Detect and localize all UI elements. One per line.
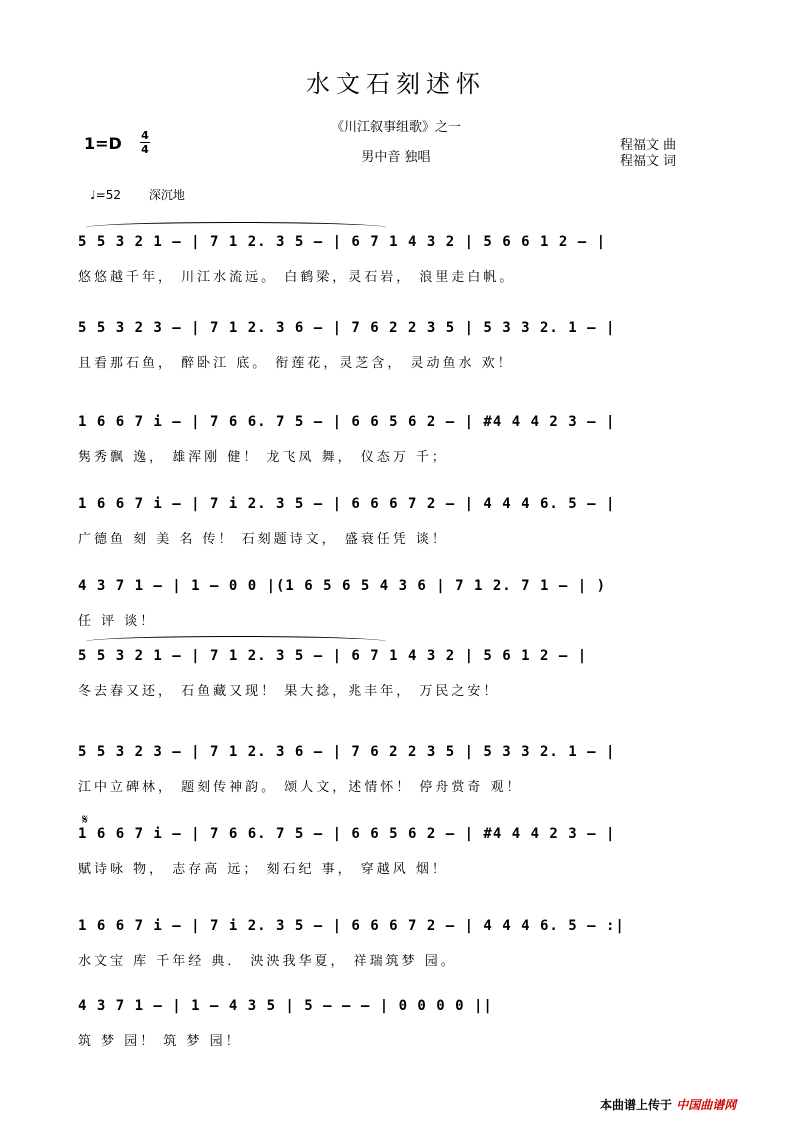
tempo-value: ♩=52: [90, 188, 121, 202]
notation-line: 1 6 6 7 i – | 7 i 2. 3 5 – | 6 6 6 7 2 – | 4 4 4 6. 5 – |: [78, 496, 616, 512]
lyric-line: 冬去春又还， 石鱼藏又现！ 果大捻，兆丰年， 万民之安！: [78, 684, 500, 699]
key-signature: 1=D: [84, 134, 122, 153]
notation-line: 1 6 6 7 i – | 7 6 6. 7 5 – | 6 6 5 6 2 – | #4 4 4 2 3 – |: [78, 414, 616, 430]
voice-type: 男中音 独唱: [361, 150, 431, 165]
footer: [600, 1096, 736, 1113]
lyricist-credit: 程福文 词: [620, 154, 677, 169]
notation-line: 5 5 3 2 3 – | 7 1 2. 3 6 – | 7 6 2 2 3 5 | 5 3 3 2. 1 – |: [78, 744, 616, 760]
lyric-line: 江中立碑林， 题刻传神韵。 颂人文，述情怀！ 停舟赏奇 观！: [78, 780, 523, 795]
phrase-slur: [86, 636, 386, 647]
lyric-line: 悠悠越千年， 川江水流远。 白鹤梁，灵石岩， 浪里走白帆。: [78, 270, 516, 285]
notation-line: 4 3 7 1 – | 1 – 4 3 5 | 5 – – – | 0 0 0 0 ||: [78, 998, 493, 1014]
time-signature: [140, 130, 150, 155]
upload-text: 本曲谱上传于: [600, 1098, 673, 1112]
notation-line: 4 3 7 1 – | 1 – 0 0 |(1 6 5 6 5 4 3 6 | 7 1 2. 7 1 – | ): [78, 578, 607, 594]
notation-line: 5 5 3 2 3 – | 7 1 2. 3 6 – | 7 6 2 2 3 5 | 5 3 3 2. 1 – |: [78, 320, 616, 336]
notation-line: 1 6 6 7 i – | 7 6 6. 7 5 – | 6 6 5 6 2 – | #4 4 4 2 3 – |: [78, 826, 616, 842]
notation-line: 1 6 6 7 i – | 7 i 2. 3 5 – | 6 6 6 7 2 – | 4 4 4 6. 5 – :|: [78, 918, 625, 934]
credits: [620, 138, 676, 170]
song-title: 水文石刻述怀: [306, 70, 486, 98]
segno-sign: 𝄋: [82, 812, 89, 828]
score-system: [0, 642, 792, 742]
lyric-line: 且看那石鱼， 醉卧江 底。 衔莲花，灵芝含， 灵动鱼水 欢！: [78, 356, 514, 371]
score-system: [0, 820, 792, 920]
score-system: [0, 228, 792, 328]
score-system: [0, 314, 792, 414]
lyric-line: 隽秀飘 逸， 雄浑刚 健！ 龙飞凤 舞， 仪态万 千；: [78, 450, 448, 465]
lyric-line: 水文宝 库 千年经 典． 泱泱我华夏， 祥瑞筑梦 园。: [78, 954, 457, 969]
lyric-line: 筑 梦 园！ 筑 梦 园！: [78, 1034, 242, 1049]
lyric-line: 广德鱼 刻 美 名 传！ 石刻题诗文， 盛衰任凭 谈！: [78, 532, 448, 547]
lyric-line: 任 评 谈！: [78, 614, 157, 629]
tempo-marking: [90, 186, 185, 203]
mood-marking: 深沉地: [148, 188, 185, 202]
time-top: 4: [141, 129, 149, 142]
score-system: [0, 992, 792, 1092]
phrase-slur: [86, 222, 386, 233]
site-logo: 中国曲谱网: [676, 1098, 737, 1112]
song-subtitle: 《川江叙事组歌》之一: [330, 120, 461, 135]
composer-credit: 程福文 曲: [620, 138, 677, 153]
lyric-line: 赋诗咏 物， 志存高 远； 刻石纪 事， 穿越风 烟！: [78, 862, 448, 877]
notation-line: 5 5 3 2 1 – | 7 1 2. 3 5 – | 6 7 1 4 3 2 | 5 6 6 1 2 – |: [78, 234, 607, 250]
notation-line: 5 5 3 2 1 – | 7 1 2. 3 5 – | 6 7 1 4 3 2 | 5 6 1 2 – |: [78, 648, 588, 664]
time-bottom: 4: [141, 143, 149, 156]
